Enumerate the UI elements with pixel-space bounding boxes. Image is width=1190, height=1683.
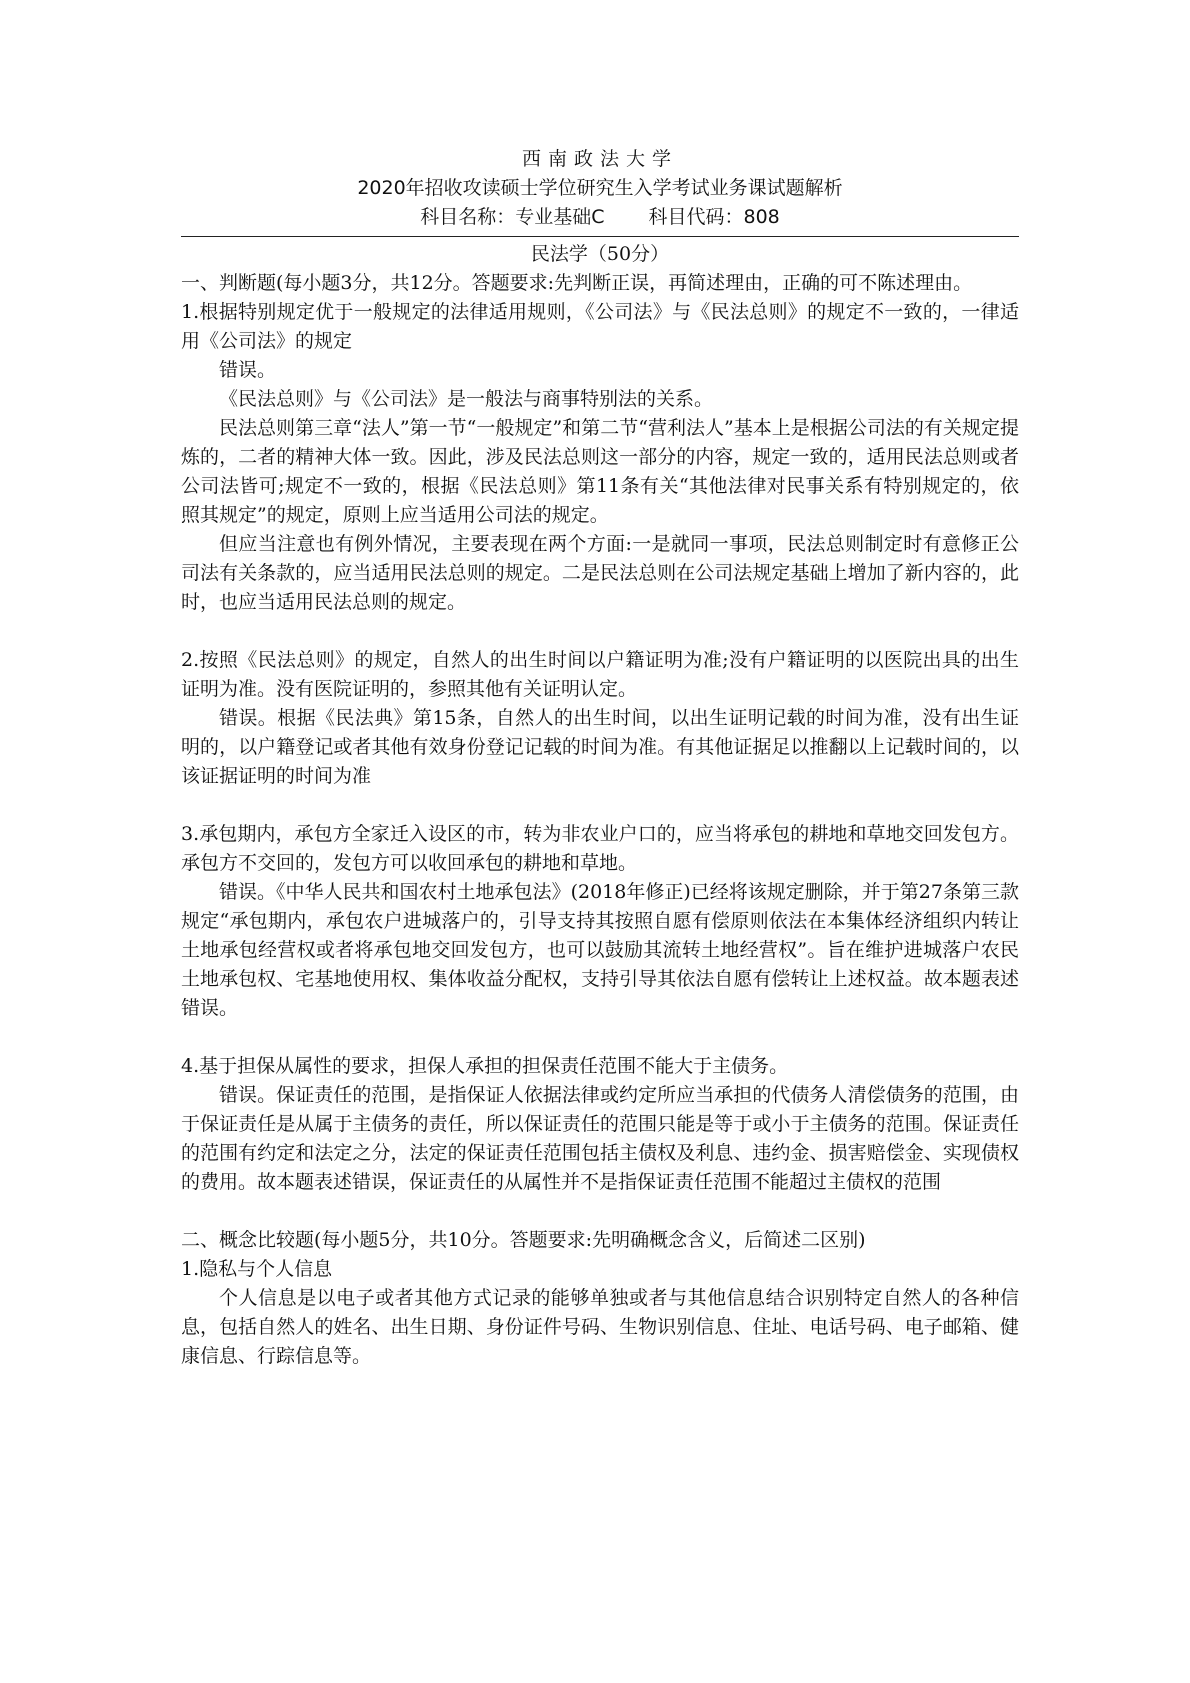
blank-line bbox=[181, 1197, 1019, 1226]
q2-answer-1: 错误。根据《民法典》第15条，自然人的出生时间，以出生证明记载的时间为准，没有出生证明的，以户籍登记或者其他有效身份登记记载的时间为准。有其他证据足以推翻以上记载时间的，以该证据证明的时间为准 bbox=[181, 707, 1019, 787]
page-content bbox=[181, 145, 1019, 1371]
part1-heading: 一、判断题(每小题3分，共12分。答题要求:先判断正误，再简述理由，正确的可不陈述理由。 bbox=[181, 272, 973, 294]
p2-q1-question: 1.隐私与个人信息 bbox=[181, 1258, 333, 1280]
q1-answer-3: 民法总则第三章“法人”第一节“一般规定”和第二节“营利法人”基本上是根据公司法的有关规定提炼的，二者的精神大体一致。因此，涉及民法总则这一部分的内容，规定一致的，适用民法总则或者公司法皆可;规定不一致的，根据《民法总则》第11条有关“其他法律对民事关系有特别规定的，依照其规定”的规定，原则上应当适用公司法的规定。 bbox=[181, 417, 1019, 526]
q4-question: 4.基于担保从属性的要求，担保人承担的担保责任范围不能大于主债务。 bbox=[181, 1055, 789, 1077]
header-divider bbox=[181, 236, 1019, 237]
blank-line bbox=[181, 791, 1019, 820]
q1-question: 1.根据特别规定优于一般规定的法律适用规则，《公司法》与《民法总则》的规定不一致的，一律适用《公司法》的规定 bbox=[181, 301, 1019, 352]
q3-answer-1: 错误。《中华人民共和国农村土地承包法》(2018年修正)已经将该规定删除，并于第27条第三款规定“承包期内，承包农户进城落户的，引导支持其按照自愿有偿原则依法在本集体经济组织内转让土地承包经营权或者将承包地交回发包方，也可以鼓励其流转土地经营权”。旨在维护进城落户农民土地承包权、宅基地使用权、集体收益分配权，支持引导其依法自愿有偿转让上述权益。故本题表述错误。 bbox=[181, 881, 1019, 1019]
q2-question: 2.按照《民法总则》的规定，自然人的出生时间以户籍证明为准;没有户籍证明的以医院出具的出生证明为准。没有医院证明的，参照其他有关证明认定。 bbox=[181, 649, 1019, 700]
exam-title: 2020年招收攻读硕士学位研究生入学考试业务课试题解析 bbox=[357, 177, 843, 199]
subject-line bbox=[181, 203, 1019, 232]
section-title: 民法学（50分） bbox=[530, 243, 670, 265]
university-name: 西南政法大学 bbox=[521, 148, 678, 170]
p2-q1-answer-1: 个人信息是以电子或者其他方式记录的能够单独或者与其他信息结合识别特定自然人的各种信息，包括自然人的姓名、出生日期、身份证件号码、生物识别信息、住址、电话号码、电子邮箱、健康信息、行踪信息等。 bbox=[181, 1287, 1019, 1367]
subject-name: 科目名称：专业基础C bbox=[420, 206, 605, 228]
q1-answer-1: 错误。 bbox=[219, 359, 277, 381]
blank-line bbox=[181, 1023, 1019, 1052]
subject-code: 科目代码：808 bbox=[648, 206, 780, 228]
part2-heading: 二、概念比较题(每小题5分，共10分。答题要求:先明确概念含义，后简述二区别) bbox=[181, 1229, 866, 1251]
q3-question: 3.承包期内，承包方全家迁入设区的市，转为非农业户口的，应当将承包的耕地和草地交回发包方。承包方不交回的，发包方可以收回承包的耕地和草地。 bbox=[181, 823, 1019, 874]
q1-answer-2: 《民法总则》与《公司法》是一般法与商事特别法的关系。 bbox=[219, 388, 714, 410]
q4-answer-1: 错误。保证责任的范围，是指保证人依据法律或约定所应当承担的代债务人清偿债务的范围，由于保证责任是从属于主债务的责任，所以保证责任的范围只能是等于或小于主债务的范围。保证责任的范围有约定和法定之分，法定的保证责任范围包括主债权及利息、违约金、损害赔偿金、实现债权的费用。故本题表述错误，保证责任的从属性并不是指保证责任范围不能超过主债权的范围 bbox=[181, 1084, 1019, 1193]
blank-line bbox=[181, 617, 1019, 646]
q1-answer-4: 但应当注意也有例外情况，主要表现在两个方面:一是就同一事项，民法总则制定时有意修正公司法有关条款的，应当适用民法总则的规定。二是民法总则在公司法规定基础上增加了新内容的，此时，也应当适用民法总则的规定。 bbox=[181, 533, 1019, 613]
